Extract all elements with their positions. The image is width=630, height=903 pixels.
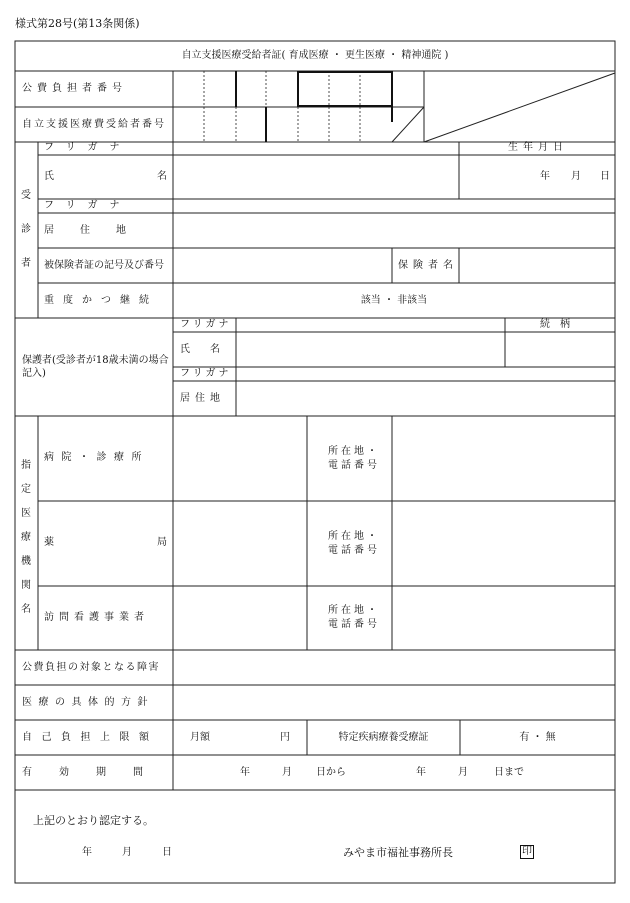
- insurer-label: 保険者名: [398, 260, 458, 271]
- pharmacy-label-2: 局: [157, 537, 167, 548]
- institution-section-label-6: 関: [21, 580, 31, 591]
- monthly-label: 月額: [190, 732, 210, 743]
- nursing-location-label-2: 電話番号: [328, 619, 380, 630]
- guardian-furigana-label: フリガナ: [180, 319, 232, 330]
- certification-text: 上記のとおり認定する。: [33, 814, 154, 827]
- pharmacy-label-1: 薬: [44, 537, 54, 548]
- institution-section-label-4: 療: [21, 532, 31, 543]
- form-title: 自立支援医療受給者証( 育成医療 ・ 更生医療 ・ 精神通院 ): [181, 50, 449, 61]
- guardian-address-furigana-label: フリガナ: [180, 368, 232, 379]
- dob-year: 年: [540, 171, 550, 182]
- validity-from-month: 月: [282, 767, 292, 778]
- address-furigana-label: フリガナ: [44, 200, 132, 211]
- recipient-number-label: 自立支援医療費受給者番号: [22, 119, 166, 130]
- seal-mark: 印: [522, 846, 532, 857]
- form-number: 様式第28号(第13条関係): [15, 17, 140, 30]
- copay-label: 自己負担上限額: [22, 732, 159, 743]
- guardian-relationship-label: 続柄: [540, 319, 580, 330]
- hospital-label: 病院・診療所: [44, 452, 149, 463]
- certification-month: 月: [122, 847, 132, 858]
- validity-to-day: 日まで: [494, 767, 524, 778]
- institution-section-label-2: 定: [21, 484, 31, 495]
- severe-continuous-options: 該当 ・ 非該当: [360, 295, 428, 306]
- certification-year: 年: [82, 847, 92, 858]
- institution-section-label-5: 機: [21, 556, 31, 567]
- nursing-location-label-1: 所在地・: [328, 605, 380, 616]
- patient-furigana-label: フリガナ: [44, 142, 132, 153]
- public-payer-number-label: 公費負担者番号: [22, 83, 127, 94]
- visiting-nursing-label: 訪問看護事業者: [44, 612, 149, 623]
- disability-label: 公費負担の対象となる障害: [22, 662, 160, 673]
- validity-from-year: 年: [240, 767, 250, 778]
- institution-section-label-1: 指: [21, 460, 31, 471]
- validity-to-month: 月: [458, 767, 468, 778]
- patient-address-label: 居住地: [44, 225, 152, 236]
- validity-label: 有効期間: [22, 767, 170, 778]
- patient-section-label-1: 受: [21, 190, 31, 201]
- institution-section-label-3: 医: [21, 508, 31, 519]
- patient-section-label-2: 診: [21, 224, 31, 235]
- institution-section-label-7: 名: [21, 604, 31, 615]
- guardian-name-label: 氏名: [180, 344, 240, 355]
- hospital-location-label-2: 電話番号: [328, 460, 380, 471]
- guardian-section-label-1: 保護者(受診者が18歳未満の場合: [22, 355, 169, 366]
- yes-no-options: 有 ・ 無: [519, 732, 556, 743]
- patient-section-label-3: 者: [21, 258, 31, 269]
- guardian-section-label-2: 記入): [22, 368, 46, 379]
- yen-label: 円: [280, 732, 290, 743]
- validity-to-year: 年: [416, 767, 426, 778]
- specific-disease-label: 特定疾病療養受療証: [338, 732, 429, 743]
- validity-from-day: 日から: [316, 767, 346, 778]
- treatment-plan-label: 医療の具体的方針: [22, 697, 154, 708]
- patient-name-label-2: 名: [157, 171, 167, 182]
- dob-day: 日: [600, 171, 610, 182]
- insurance-card-label: 被保険者証の記号及び番号: [44, 260, 164, 271]
- hospital-location-label-1: 所在地・: [328, 446, 380, 457]
- certification-day: 日: [162, 847, 172, 858]
- patient-name-label-1: 氏: [44, 171, 54, 182]
- pharmacy-location-label-1: 所在地・: [328, 531, 380, 542]
- dob-month: 月: [571, 171, 581, 182]
- patient-dob-label: 生年月日: [508, 142, 568, 153]
- issuer-name: みやま市福祉事務所長: [343, 846, 453, 859]
- guardian-address-label: 居住地: [180, 393, 225, 404]
- severe-continuous-label: 重度かつ継続: [44, 295, 158, 306]
- pharmacy-location-label-2: 電話番号: [328, 545, 380, 556]
